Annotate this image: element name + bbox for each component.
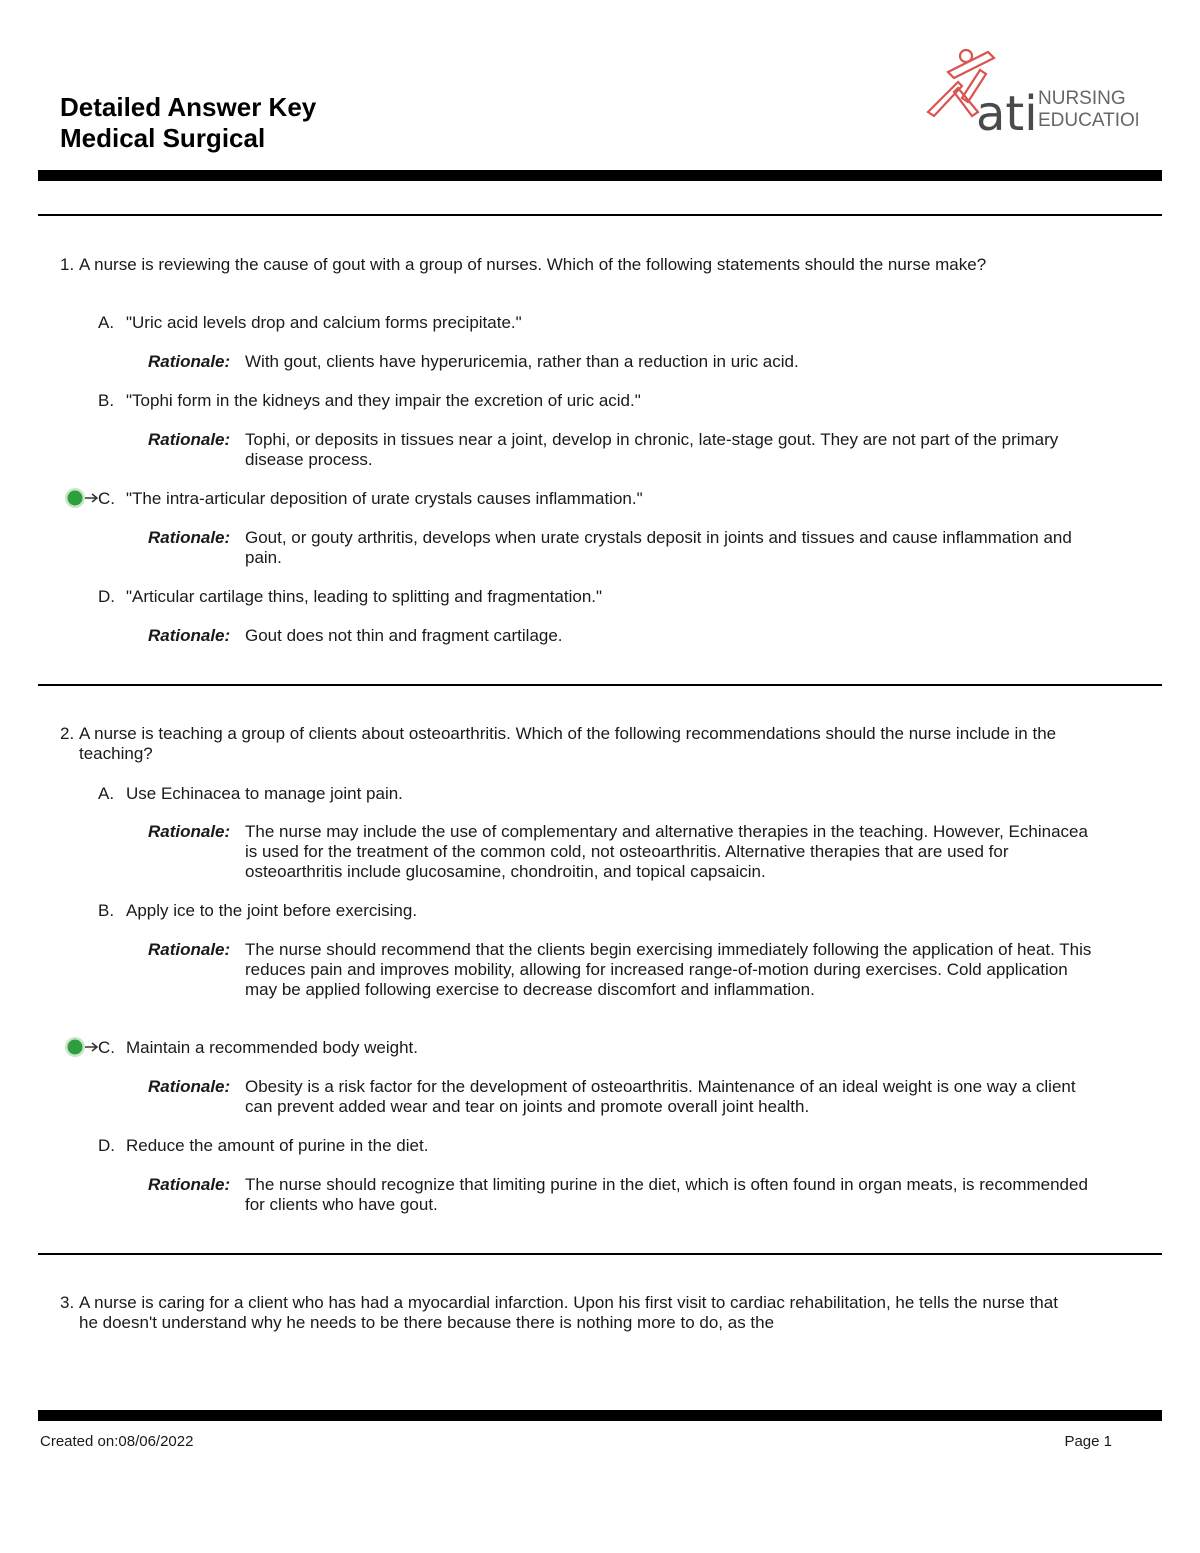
question-text: A nurse is teaching a group of clients about osteoarthritis. Which of the following recommendations should the nurse include in the teaching? bbox=[79, 724, 1057, 763]
q2-option-c bbox=[98, 1038, 1098, 1058]
option-text: Use Echinacea to manage joint pain. bbox=[126, 784, 403, 803]
divider bbox=[38, 214, 1162, 216]
q1-rationale-c bbox=[148, 528, 1098, 568]
ati-figure-logo-icon bbox=[918, 42, 1138, 134]
rationale-text: Gout does not thin and fragment cartilage. bbox=[245, 626, 563, 645]
rationale-text: Gout, or gouty arthritis, develops when urate crystals deposit in joints and tissues and cause inflammation and pain. bbox=[245, 528, 1072, 567]
rationale-label: Rationale: bbox=[148, 822, 231, 841]
option-letter: B. bbox=[98, 901, 115, 920]
logo-brand: ati bbox=[976, 86, 1038, 134]
option-letter: D. bbox=[98, 1136, 115, 1155]
question-2-stem bbox=[60, 724, 1080, 764]
ati-nursing-education-logo bbox=[918, 42, 1138, 134]
divider bbox=[38, 684, 1162, 686]
rationale-text: Tophi, or deposits in tissues near a joint, develop in chronic, late-stage gout. They are not part of the primary disease process. bbox=[245, 430, 1059, 469]
rationale-text: The nurse may include the use of complementary and alternative therapies in the teaching. However, Echinacea is used for the treatment of the common cold, not osteoarthritis. Alternative therapies that are used for osteoarthritis include glucosamine, chondroitin, and topical capsaicin. bbox=[245, 822, 1088, 881]
title-line-2: Medical Surgical bbox=[60, 123, 266, 153]
q1-rationale-b bbox=[148, 430, 1098, 470]
rationale-label: Rationale: bbox=[148, 430, 231, 449]
correct-answer-marker-icon bbox=[60, 486, 100, 510]
q2-option-a bbox=[98, 784, 1098, 804]
option-text: "The intra-articular deposition of urate crystals causes inflammation." bbox=[126, 489, 643, 508]
question-text: A nurse is caring for a client who has had a myocardial infarction. Upon his first visit to cardiac rehabilitation, he tells the nurse that he doesn't understand why he needs to be there because there is nothing more to do, as the bbox=[79, 1293, 1058, 1332]
footer-rule bbox=[38, 1410, 1162, 1421]
divider bbox=[38, 1253, 1162, 1255]
created-date: Created on:08/06/2022 bbox=[40, 1433, 194, 1450]
header-rule bbox=[38, 170, 1162, 181]
rationale-text: Obesity is a risk factor for the development of osteoarthritis. Maintenance of an ideal weight is one way a client can prevent added wear and tear on joints and promote overall joint health. bbox=[245, 1077, 1076, 1116]
logo-line-1: NURSING bbox=[1038, 88, 1126, 109]
question-number: 3. bbox=[60, 1293, 75, 1312]
q2-rationale-a bbox=[148, 822, 1098, 882]
option-text: "Tophi form in the kidneys and they impair the excretion of uric acid." bbox=[126, 391, 641, 410]
question-3-stem bbox=[60, 1293, 1080, 1333]
q1-option-a bbox=[98, 313, 1098, 333]
rationale-label: Rationale: bbox=[148, 352, 231, 371]
rationale-label: Rationale: bbox=[148, 1175, 231, 1194]
rationale-label: Rationale: bbox=[148, 626, 231, 645]
q1-option-d bbox=[98, 587, 1098, 607]
question-number: 2. bbox=[60, 724, 75, 743]
q2-option-b bbox=[98, 901, 1098, 921]
rationale-text: With gout, clients have hyperuricemia, rather than a reduction in uric acid. bbox=[245, 352, 799, 371]
question-text: A nurse is reviewing the cause of gout with a group of nurses. Which of the following statements should the nurse make? bbox=[79, 255, 987, 274]
q1-rationale-d bbox=[148, 626, 1098, 646]
option-letter: C. bbox=[98, 489, 115, 508]
rationale-label: Rationale: bbox=[148, 940, 231, 959]
q2-rationale-c bbox=[148, 1077, 1098, 1117]
option-letter: D. bbox=[98, 587, 115, 606]
rationale-label: Rationale: bbox=[148, 528, 231, 547]
question-number: 1. bbox=[60, 255, 75, 274]
rationale-label: Rationale: bbox=[148, 1077, 231, 1096]
q1-rationale-a bbox=[148, 352, 1098, 372]
rationale-text: The nurse should recommend that the clients begin exercising immediately following the application of heat. This reduces pain and improves mobility, allowing for increased range-of-motion during exercises. Cold application may be applied following exercise to decrease discomfort and inflammation. bbox=[245, 940, 1092, 999]
option-letter: A. bbox=[98, 313, 115, 332]
rationale-text: The nurse should recognize that limiting purine in the diet, which is often found in organ meats, is recommended for clients who have gout. bbox=[245, 1175, 1088, 1214]
question-1-stem bbox=[60, 255, 1080, 275]
q2-rationale-b bbox=[148, 940, 1098, 1000]
option-text: "Articular cartilage thins, leading to splitting and fragmentation." bbox=[126, 587, 603, 606]
title-line-1: Detailed Answer Key bbox=[60, 92, 317, 122]
option-text: Apply ice to the joint before exercising. bbox=[126, 901, 418, 920]
q1-option-c bbox=[98, 489, 1098, 509]
q2-rationale-d bbox=[148, 1175, 1098, 1215]
q2-option-d bbox=[98, 1136, 1098, 1156]
document-title bbox=[60, 92, 316, 154]
option-text: Reduce the amount of purine in the diet. bbox=[126, 1136, 429, 1155]
page-number: Page 1 bbox=[1064, 1433, 1112, 1450]
option-text: Maintain a recommended body weight. bbox=[126, 1038, 418, 1057]
option-letter: B. bbox=[98, 391, 115, 410]
option-text: "Uric acid levels drop and calcium forms precipitate." bbox=[126, 313, 522, 332]
logo-line-2: EDUCATION bbox=[1038, 110, 1138, 131]
option-letter: A. bbox=[98, 784, 115, 803]
q1-option-b bbox=[98, 391, 1098, 411]
option-letter: C. bbox=[98, 1038, 115, 1057]
correct-answer-marker-icon bbox=[60, 1035, 100, 1059]
